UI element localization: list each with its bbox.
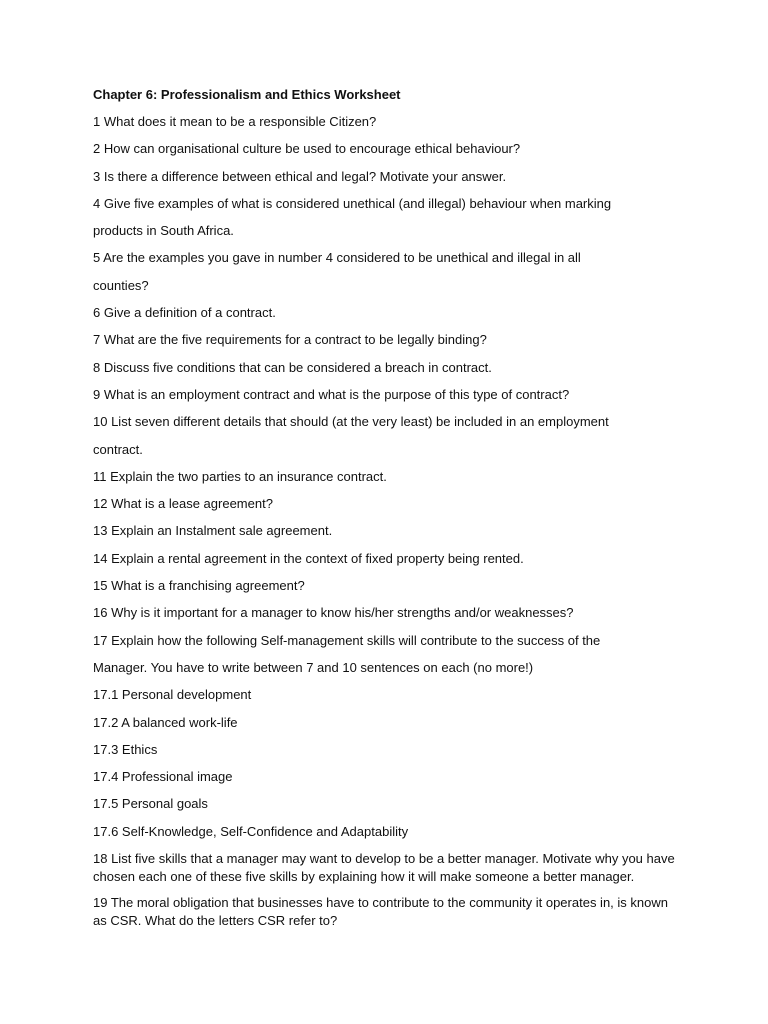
worksheet-title: Chapter 6: Professionalism and Ethics Worksheet: [93, 87, 401, 102]
question-14: 14 Explain a rental agreement in the context of fixed property being rented.: [93, 550, 524, 566]
question-11: 11 Explain the two parties to an insurance contract.: [93, 468, 387, 484]
question-1: 1 What does it mean to be a responsible Citizen?: [93, 114, 377, 129]
question-17-3: 17.3 Ethics: [93, 741, 158, 757]
question-4-continued: products in South Africa.: [93, 223, 234, 239]
question-2: 2 How can organisational culture be used to encourage ethical behaviour?: [93, 141, 521, 157]
question-9: 9 What is an employment contract and what is the purpose of this type of contract?: [93, 386, 570, 402]
question-12: 12 What is a lease agreement?: [93, 496, 273, 512]
question-6: 6 Give a definition of a contract.: [93, 305, 276, 321]
question-7: 7 What are the five requirements for a contract to be legally binding?: [93, 332, 487, 348]
question-17: 17 Explain how the following Self-management skills will contribute to the success of the: [93, 632, 601, 648]
question-17-continued: Manager. You have to write between 7 and 10 sentences on each (no more!): [93, 659, 534, 675]
question-16: 16 Why is it important for a manager to know his/her strengths and/or weaknesses?: [93, 605, 574, 621]
question-18: 18 List five skills that a manager may want to develop to be a better manager. Motivate why you have chosen each one of these five skills by explaining how it will make someone a better manager.: [93, 851, 675, 885]
question-5-continued: counties?: [93, 277, 149, 293]
question-17-6: 17.6 Self-Knowledge, Self-Confidence and Adaptability: [93, 823, 409, 839]
question-10-continued: contract.: [93, 441, 143, 457]
question-5: 5 Are the examples you gave in number 4 considered to be unethical and illegal in all: [93, 250, 581, 266]
question-3: 3 Is there a difference between ethical and legal? Motivate your answer.: [93, 168, 507, 184]
question-4: 4 Give five examples of what is considered unethical (and illegal) behaviour when marking: [93, 195, 612, 211]
question-17-2: 17.2 A balanced work-life: [93, 714, 238, 730]
question-19: 19 The moral obligation that businesses have to contribute to the community it operates in, is known as CSR. What do the letters CSR refer to?: [93, 895, 668, 929]
question-8: 8 Discuss five conditions that can be considered a breach in contract.: [93, 359, 492, 375]
question-15: 15 What is a franchising agreement?: [93, 578, 305, 594]
question-17-1: 17.1 Personal development: [93, 687, 252, 703]
question-17-4: 17.4 Professional image: [93, 769, 233, 785]
question-10: 10 List seven different details that should (at the very least) be included in an employment: [93, 414, 609, 430]
question-13: 13 Explain an Instalment sale agreement.: [93, 523, 333, 539]
question-17-5: 17.5 Personal goals: [93, 796, 208, 812]
worksheet-page: [93, 86, 678, 938]
